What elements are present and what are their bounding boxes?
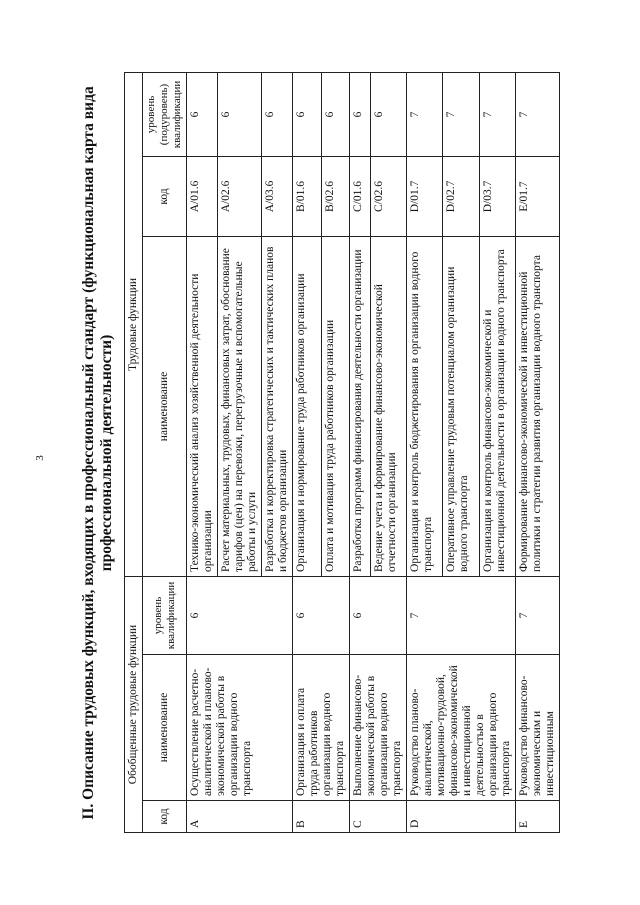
function-name: Организация и нормирование труда работников организации	[293, 236, 322, 576]
generalized-level: 6	[350, 576, 407, 654]
table-row	[407, 72, 443, 832]
generalized-level: 7	[407, 576, 516, 654]
function-level: 6	[187, 72, 218, 156]
function-code: D/02.7	[443, 156, 479, 236]
function-level: 7	[407, 72, 443, 156]
heading-line-2: профессиональной деятельности)	[98, 334, 115, 571]
header-labor-functions: Трудовые функции	[125, 72, 143, 576]
function-name: Технико-экономический анализ хозяйственной деятельности организации	[187, 236, 218, 576]
page-number: 3	[34, 455, 46, 461]
header-function-code: код	[143, 156, 187, 236]
function-code: D/01.7	[407, 156, 443, 236]
table-row	[293, 72, 322, 832]
generalized-code: E	[516, 800, 560, 832]
header-code: код	[143, 800, 187, 832]
function-name: Оплата и мотивация труда работников организации	[321, 236, 350, 576]
functional-map-table	[124, 71, 560, 832]
generalized-level: 7	[516, 576, 560, 654]
generalized-name: Руководство финансово-экономическим и инвестиционным	[516, 654, 560, 800]
header-level: уровень квалификации	[143, 576, 187, 654]
function-name: Оперативное управление трудовым потенциалом организации водного транспорта	[443, 236, 479, 576]
header-sublevel: уровень (подуровень) квалификации	[143, 72, 187, 156]
generalized-name: Осуществление расчетно-аналитической и планово-экономической работы в организации водного транспорта	[187, 654, 293, 800]
header-name: наименование	[143, 654, 187, 800]
generalized-name: Организация и оплата труда работников организации водного транспорта	[293, 654, 350, 800]
generalized-level: 6	[293, 576, 350, 654]
function-code: B/01.6	[293, 156, 322, 236]
generalized-level: 6	[187, 576, 293, 654]
function-code: B/02.6	[321, 156, 350, 236]
function-name: Разработка и корректировка стратегических и тактических планов и бюджетов организации	[262, 236, 293, 576]
table-row	[516, 72, 560, 832]
function-code: D/03.7	[479, 156, 515, 236]
header-generalized-functions: Обобщенные трудовые функции	[125, 576, 143, 832]
generalized-code: A	[187, 800, 293, 832]
function-level: 7	[516, 72, 560, 156]
rotated-page-content	[80, 73, 560, 833]
function-code: A/01.6	[187, 156, 218, 236]
function-level: 6	[293, 72, 322, 156]
section-heading	[80, 73, 116, 833]
function-code: A/03.6	[262, 156, 293, 236]
function-level: 7	[443, 72, 479, 156]
function-name: Разработка программ финансирования деятельности организации	[350, 236, 371, 576]
generalized-code: C	[350, 800, 407, 832]
function-name: Формирование финансово-экономической и инвестиционной политики и стратегии развития организации водного транспорта	[516, 236, 560, 576]
function-code: C/02.6	[370, 156, 406, 236]
function-level: 6	[321, 72, 350, 156]
function-code: A/02.6	[218, 156, 262, 236]
header-row-columns	[143, 72, 187, 832]
function-level: 6	[350, 72, 371, 156]
function-code: E/01.7	[516, 156, 560, 236]
function-level: 6	[218, 72, 262, 156]
function-name: Ведение учета и формирование финансово-экономической отчетности организации	[370, 236, 406, 576]
header-row-groups	[125, 72, 143, 832]
function-name: Организация и контроль бюджетирования в организации водного транспорта	[407, 236, 443, 576]
generalized-name: Выполнение финансово-экономической работы в организации водного транспорта	[350, 654, 407, 800]
generalized-code: B	[293, 800, 350, 832]
heading-line-1: II. Описание трудовых функций, входящих в профессиональный стандарт (функциональная карта вида	[80, 85, 97, 820]
function-level: 6	[370, 72, 406, 156]
header-function-name: наименование	[143, 236, 187, 576]
function-name: Расчет материальных, трудовых, финансовых затрат, обоснование тарифов (цен) на перевозки, перегрузочные и вспомогательные работы и услуги	[218, 236, 262, 576]
function-level: 6	[262, 72, 293, 156]
function-name: Организация и контроль финансово-экономической и инвестиционной деятельности в организации водного транспорта	[479, 236, 515, 576]
function-code: C/01.6	[350, 156, 371, 236]
generalized-name: Руководство планово-аналитической, мотивационно-трудовой, финансово-экономической и инвестиционной деятельностью в организации водного транспорта	[407, 654, 516, 800]
table-row	[350, 72, 371, 832]
table-row	[187, 72, 218, 832]
generalized-code: D	[407, 800, 516, 832]
function-level: 7	[479, 72, 515, 156]
